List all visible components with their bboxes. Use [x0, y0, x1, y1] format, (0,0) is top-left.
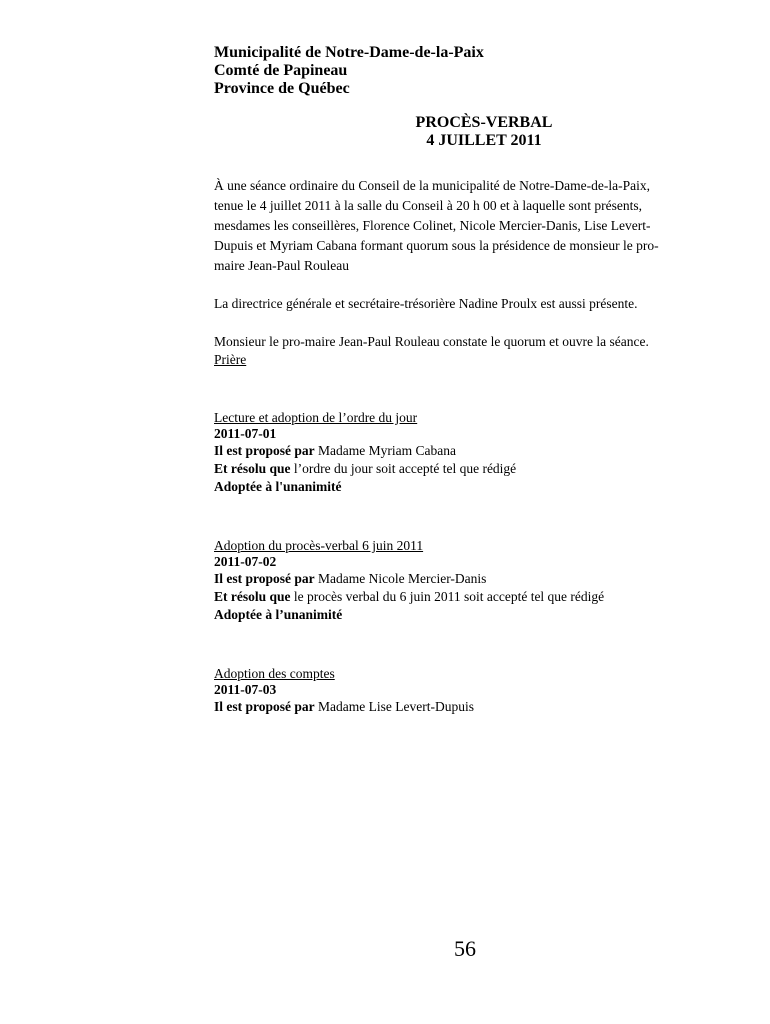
resolved-text: le procès verbal du 6 juin 2011 soit accepté tel que rédigé — [290, 589, 605, 604]
intro-line: maire Jean-Paul Rouleau — [214, 258, 349, 273]
proposer-name: Madame Lise Levert-Dupuis — [314, 699, 474, 714]
intro-line: À une séance ordinaire du Conseil de la municipalité de Notre-Dame-de-la-Paix, — [214, 178, 650, 193]
document-title — [214, 114, 704, 150]
resolution-block — [214, 538, 704, 624]
proposed-label: Il est proposé par — [214, 699, 315, 714]
resolution-block — [214, 666, 704, 716]
proposed-by-line — [214, 698, 704, 716]
resolution-number: 2011-07-01 — [214, 426, 277, 441]
proposed-by-line — [214, 570, 704, 588]
resolution-title: Lecture et adoption de l’ordre du jour — [214, 410, 418, 425]
adopted-label: Adoptée à l'unanimité — [214, 479, 342, 494]
intro-line: Dupuis et Myriam Cabana formant quorum sous la présidence de monsieur le pro- — [214, 238, 659, 253]
resolved-line — [214, 588, 704, 606]
proposer-name: Madame Myriam Cabana — [314, 443, 456, 458]
resolution-block — [214, 410, 704, 496]
resolution-title: Adoption du procès-verbal 6 juin 2011 — [214, 538, 424, 553]
province-name: Province de Québec — [214, 80, 350, 97]
proposed-by-line — [214, 442, 704, 460]
title-date: 4 JUILLET 2011 — [426, 132, 542, 149]
priere-heading: Prière — [214, 352, 247, 367]
proposed-label: Il est proposé par — [214, 443, 315, 458]
resolved-label: Et résolu que — [214, 461, 291, 476]
resolution-number: 2011-07-03 — [214, 682, 277, 697]
proposer-name: Madame Nicole Mercier-Danis — [314, 571, 487, 586]
adopted-label: Adoptée à l’unanimité — [214, 607, 343, 622]
adopted-line — [214, 606, 704, 624]
page-number: 56 — [454, 936, 476, 961]
document-page — [214, 44, 704, 716]
resolved-line — [214, 460, 704, 478]
intro-paragraph — [214, 176, 704, 276]
county-name: Comté de Papineau — [214, 62, 348, 79]
title-proces-verbal: PROCÈS-VERBAL — [415, 114, 553, 131]
resolved-label: Et résolu que — [214, 589, 291, 604]
quorum-statement: Monsieur le pro-maire Jean-Paul Rouleau constate le quorum et ouvre la séance. — [214, 334, 649, 349]
intro-line: mesdames les conseillères, Florence Colinet, Nicole Mercier-Danis, Lise Levert- — [214, 218, 651, 233]
proposed-label: Il est proposé par — [214, 571, 315, 586]
director-present: La directrice générale et secrétaire-trésorière Nadine Proulx est aussi présente. — [214, 296, 638, 311]
municipality-name: Municipalité de Notre-Dame-de-la-Paix — [214, 44, 484, 61]
adopted-line — [214, 478, 704, 496]
resolution-number: 2011-07-02 — [214, 554, 277, 569]
resolution-title: Adoption des comptes — [214, 666, 335, 681]
intro-line: tenue le 4 juillet 2011 à la salle du Conseil à 20 h 00 et à laquelle sont présents, — [214, 198, 643, 213]
resolved-text: l’ordre du jour soit accepté tel que rédigé — [290, 461, 517, 476]
